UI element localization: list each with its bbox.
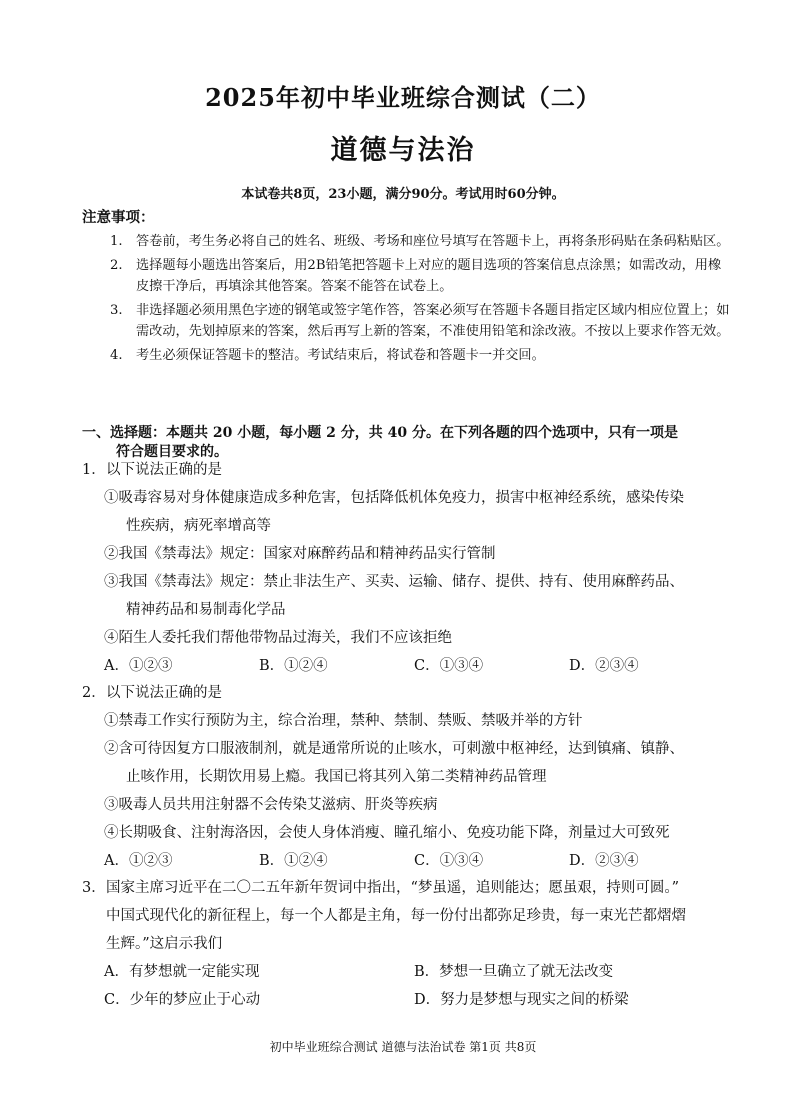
question-1: [82, 456, 742, 680]
question-stem-text: 国家主席习近平在二〇二五年新年贺词中指出，“梦虽遥，追则能达；愿虽艰，持则可圆。”: [106, 880, 680, 896]
question-stem: [82, 874, 742, 902]
answer-choices: [82, 847, 742, 875]
notice-text: 答卷前，考生务必将自己的姓名、班级、考场和座位号填写在答题卡上，再将条形码贴在条码粘贴区。: [136, 234, 730, 249]
statement-3: [82, 568, 742, 624]
question-stem: [82, 679, 742, 707]
choice-d[interactable]: D．努力是梦想与现实之间的桥梁: [414, 992, 629, 1008]
statement-text-cont: 性疾病，病死率增高等: [126, 518, 271, 534]
subject-title: 道德与法治: [330, 135, 476, 166]
statement-text: ②含可待因复方口服液制剂，就是通常所说的止咳水，可刺激中枢神经，达到镇痛、镇静、: [104, 741, 684, 757]
choice-a[interactable]: A．①②③: [104, 658, 173, 674]
notice-text: 选择题每小题选出答案后，用2B铅笔把答题卡上对应的题目选项的答案信息点涂黑；如需改动，用橡皮擦干净后，再填涂其他答案。答案不能答在试卷上。: [136, 258, 722, 294]
choice-d[interactable]: D．②③④: [569, 853, 639, 869]
notice-number: 1.: [110, 234, 123, 249]
notice-item: [110, 231, 730, 252]
question-stem: [82, 456, 742, 484]
choice-b[interactable]: B．①②④: [259, 853, 328, 869]
question-stem-text: 以下说法正确的是: [106, 462, 222, 478]
section-heading-line2: 符合题目要求的。: [116, 444, 228, 460]
notice-heading: 注意事项：: [82, 209, 155, 226]
statement-2: [82, 540, 742, 568]
choice-c[interactable]: C．①③④: [414, 853, 484, 869]
question-number: 2．: [82, 685, 106, 701]
question-stem-cont: 生辉。”这启示我们: [106, 936, 223, 952]
section-heading-line1: 一、选择题：本题共 20 小题，每小题 2 分，共 40 分。在下列各题的四个选项中，只有一项是: [82, 425, 678, 441]
choice-c[interactable]: C．①③④: [414, 658, 484, 674]
statement-text: ①吸毒容易对身体健康造成多种危害，包括降低机体免疫力，损害中枢神经系统，感染传染: [104, 490, 684, 506]
choice-d[interactable]: D．②③④: [569, 658, 639, 674]
statement-text: ④长期吸食、注射海洛因，会使人身体消瘦、瞳孔缩小、免疫功能下降，剂量过大可致死: [104, 825, 670, 841]
question-2: [82, 679, 742, 875]
notice-number: 4.: [110, 348, 123, 363]
notice-item: [110, 255, 730, 297]
statement-text: ②我国《禁毒法》规定：国家对麻醉药品和精神药品实行管制: [104, 546, 496, 562]
answer-choices: [82, 652, 742, 680]
page-footer: 初中毕业班综合测试 道德与法治试卷 第1页 共8页: [269, 1040, 537, 1054]
notice-text: 非选择题必须用黑色字迹的钢笔或签字笔作答，答案必须写在答题卡各题目指定区域内相应位置上；如需改动，先划掉原来的答案，然后再写上新的答案，不准使用铅笔和涂改液。不按以上要求作答无效。: [136, 303, 730, 339]
notice-item: [110, 345, 730, 366]
notice-number: 2.: [110, 258, 123, 273]
answer-choices: [82, 958, 742, 1014]
choice-b[interactable]: B．梦想一旦确立了就无法改变: [414, 964, 614, 980]
notice-number: 3.: [110, 303, 123, 318]
statement-text-cont: 止咳作用，长期饮用易上瘾。我国已将其列入第二类精神药品管理: [126, 769, 547, 785]
statement-text: ①禁毒工作实行预防为主，综合治理，禁种、禁制、禁贩、禁吸并举的方针: [104, 713, 583, 729]
statement-text: ④陌生人委托我们帮他带物品过海关，我们不应该拒绝: [104, 630, 452, 646]
statement-4: [82, 819, 742, 847]
exam-title: 2025年初中毕业班综合测试（二）: [205, 83, 601, 112]
question-stem-text: 以下说法正确的是: [106, 685, 222, 701]
statement-1: [82, 484, 742, 540]
question-number: 1．: [82, 462, 106, 478]
question-number: 3．: [82, 880, 106, 896]
notice-item: [110, 300, 730, 342]
statement-4: [82, 624, 742, 652]
statement-1: [82, 707, 742, 735]
notice-text: 考生必须保证答题卡的整洁。考试结束后，将试卷和答题卡一并交回。: [136, 348, 545, 363]
question-stem-cont: 中国式现代化的新征程上，每一个人都是主角，每一份付出都弥足珍贵，每一束光芒都熠熠: [106, 908, 686, 924]
exam-info: 本试卷共8页，23小题，满分90分。考试用时60分钟。: [241, 187, 565, 202]
statement-text-cont: 精神药品和易制毒化学品: [126, 602, 286, 618]
choice-b[interactable]: B．①②④: [259, 658, 328, 674]
notice-list: [110, 231, 730, 369]
choice-a[interactable]: A．有梦想就一定能实现: [104, 964, 260, 980]
statement-3: [82, 791, 742, 819]
statement-2: [82, 735, 742, 791]
choice-a[interactable]: A．①②③: [104, 853, 173, 869]
statement-text: ③我国《禁毒法》规定：禁止非法生产、买卖、运输、储存、提供、持有、使用麻醉药品、: [104, 574, 684, 590]
statement-text: ③吸毒人员共用注射器不会传染艾滋病、肝炎等疾病: [104, 797, 438, 813]
question-3: [82, 874, 742, 1014]
choice-c[interactable]: C．少年的梦应止于心动: [104, 992, 261, 1008]
